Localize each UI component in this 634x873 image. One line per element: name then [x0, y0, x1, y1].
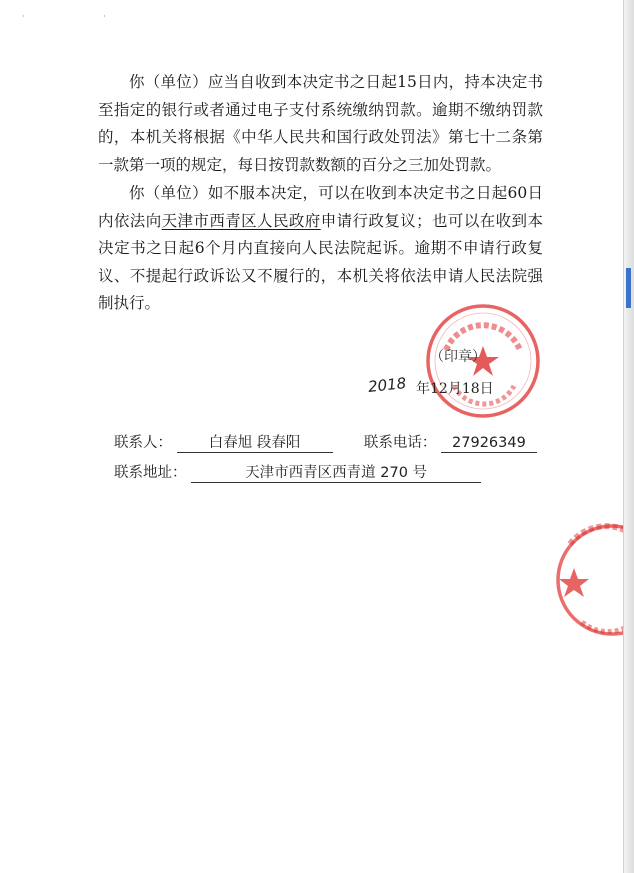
appeal-paragraph [98, 180, 543, 318]
appeal-text-after: 申请行政复议；也可以在收到本决定书之日起6个月内直接向人民法院起诉。逾期不申请行政复议、不提起行政诉讼又不履行的，本机关将依法申请人民法院强制执行。 [98, 211, 543, 313]
government-name: 天津市西青区人民政府 [161, 211, 321, 230]
payment-paragraph: 你（单位）应当自收到本决定书之日起15日内，持本决定书至指定的银行或者通过电子支付系统缴纳罚款。逾期不缴纳罚款的，本机关将根据《中华人民共和国行政处罚法》第七十二条第一款第一项的规定，每日按罚款数额的百分之三加处罚款。 [98, 73, 543, 174]
appeal-text-before: 你（单位）如不服本决定，可以在收到本决定书之日起60日内依法向 [98, 184, 543, 230]
handwritten-year: 2018 [367, 374, 408, 396]
seal-label: （印章） [430, 349, 486, 365]
perforation-seal-icon [552, 522, 634, 638]
scroll-marker [626, 268, 631, 308]
contact-phone-value: 27926349 [441, 435, 537, 453]
contact-phone-label: 联系电话： [363, 435, 437, 451]
contact-row-person [114, 431, 537, 453]
page-scroll-edge [623, 0, 634, 873]
contact-row-address [114, 461, 481, 483]
contact-person-value: 白春旭 段春阳 [177, 435, 333, 453]
date-text: 年12月18日 [416, 381, 494, 397]
contact-person-label: 联系人： [114, 435, 172, 451]
contact-address-value: 天津市西青区西青道 270 号 [191, 465, 481, 483]
signature-date [366, 372, 526, 412]
contact-address-label: 联系地址： [114, 465, 187, 481]
scan-specks: · · [22, 12, 144, 21]
